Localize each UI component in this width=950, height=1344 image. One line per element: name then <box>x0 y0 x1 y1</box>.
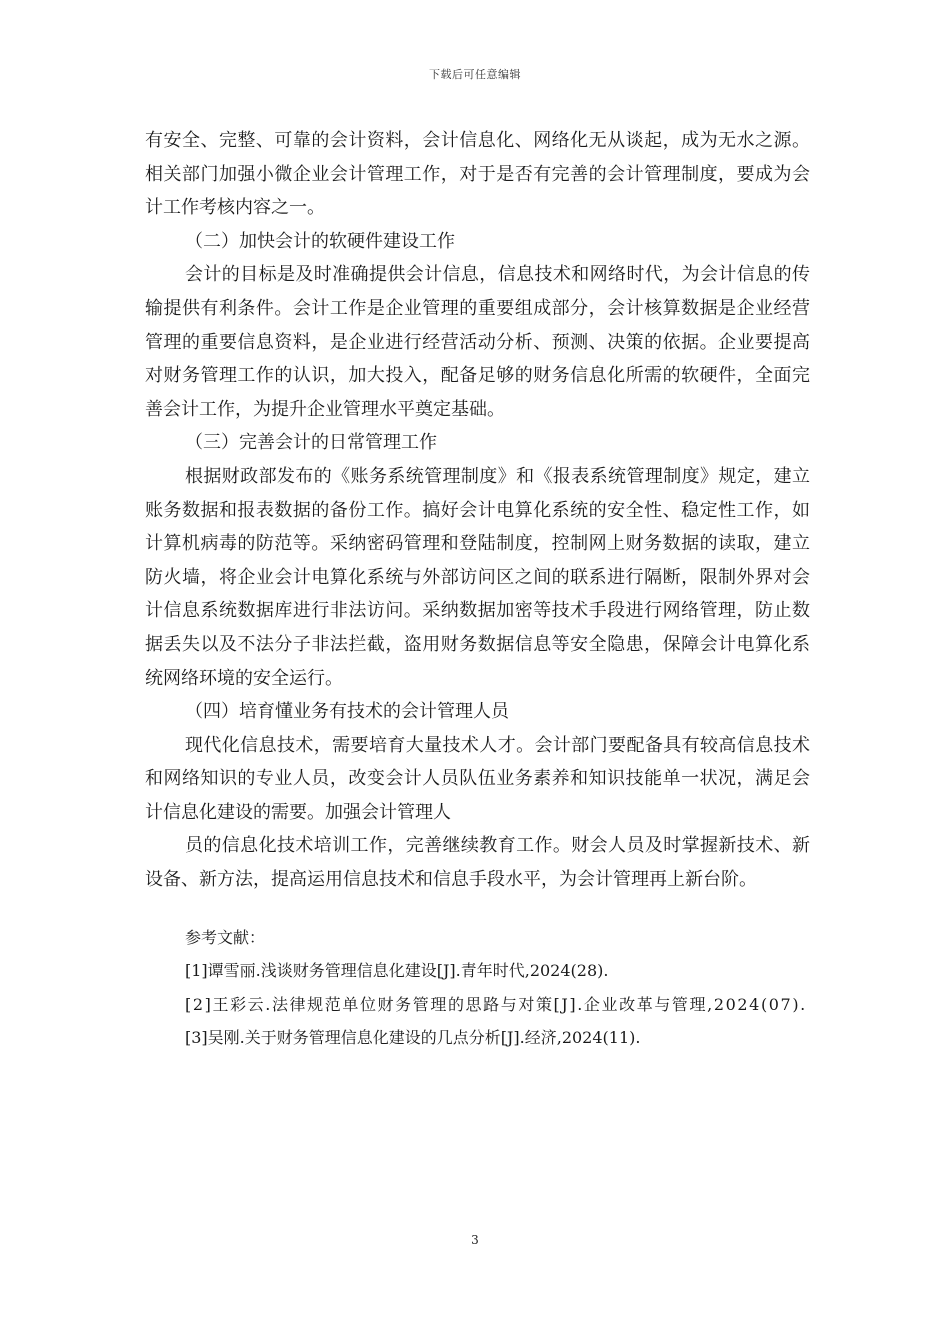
page-header: 下载后可任意编辑 <box>429 68 521 81</box>
paragraph-1: 有安全、完整、可靠的会计资料，会计信息化、网络化无从谈起，成为无水之源。相关部门加强小微企业会计管理工作，对于是否有完善的会计管理制度，要成为会计工作考核内容之一。 <box>145 130 810 219</box>
section-heading-3: （三）完善会计的日常管理工作 <box>185 432 437 454</box>
section-heading-2: （二）加快会计的软硬件建设工作 <box>185 230 455 252</box>
references-title: 参考文献： <box>185 927 266 947</box>
paragraph-5: 员的信息化技术培训工作，完善继续教育工作。财会人员及时掌握新技术、新设备、新方法，提高运用信息技术和信息手段水平，为会计管理再上新台阶。 <box>145 835 810 891</box>
section-gap <box>145 897 810 921</box>
paragraph-3: 根据财政部发布的《账务系统管理制度》和《报表系统管理制度》规定，建立账务数据和报表数据的备份工作。搞好会计电算化系统的安全性、稳定性工作，如计算机病毒的防范等。采纳密码管理和登陆制度，控制网上财务数据的读取，建立防火墙，将企业会计电算化系统与外部访问区之间的联系进行隔断，限制外界对会计信息系统数据库进行非法访问。采纳数据加密等技术手段进行网络管理，防止数据丢失以及不法分子非法拦截，盗用财务数据信息等安全隐患，保障会计电算化系统网络环境的安全运行。 <box>145 465 810 689</box>
reference-item-1: [1]谭雪丽.浅谈财务管理信息化建设[J].青年时代,2024(28). <box>185 961 609 981</box>
paragraph-4: 现代化信息技术，需要培育大量技术人才。会计部门要配备具有较高信息技术和网络知识的专业人员，改变会计人员队伍业务素养和知识技能单一状况，满足会计信息化建设的需要。加强会计管理人 <box>145 734 810 823</box>
reference-item-2: [2]王彩云.法律规范单位财务管理的思路与对策[J].企业改革与管理,2024(07). <box>185 994 807 1014</box>
document-body <box>145 124 810 1055</box>
reference-item-3: [3]吴刚.关于财务管理信息化建设的几点分析[J].经济,2024(11). <box>185 1028 641 1048</box>
page-number: 3 <box>471 1233 479 1247</box>
section-heading-4: （四）培育懂业务有技术的会计管理人员 <box>185 701 509 723</box>
paragraph-2: 会计的目标是及时准确提供会计信息，信息技术和网络时代，为会计信息的传输提供有利条件。会计工作是企业管理的重要组成部分，会计核算数据是企业经营管理的重要信息资料，是企业进行经营活动分析、预测、决策的依据。企业要提高对财务管理工作的认识，加大投入，配备足够的财务信息化所需的软硬件，全面完善会计工作，为提升企业管理水平奠定基础。 <box>145 264 810 420</box>
